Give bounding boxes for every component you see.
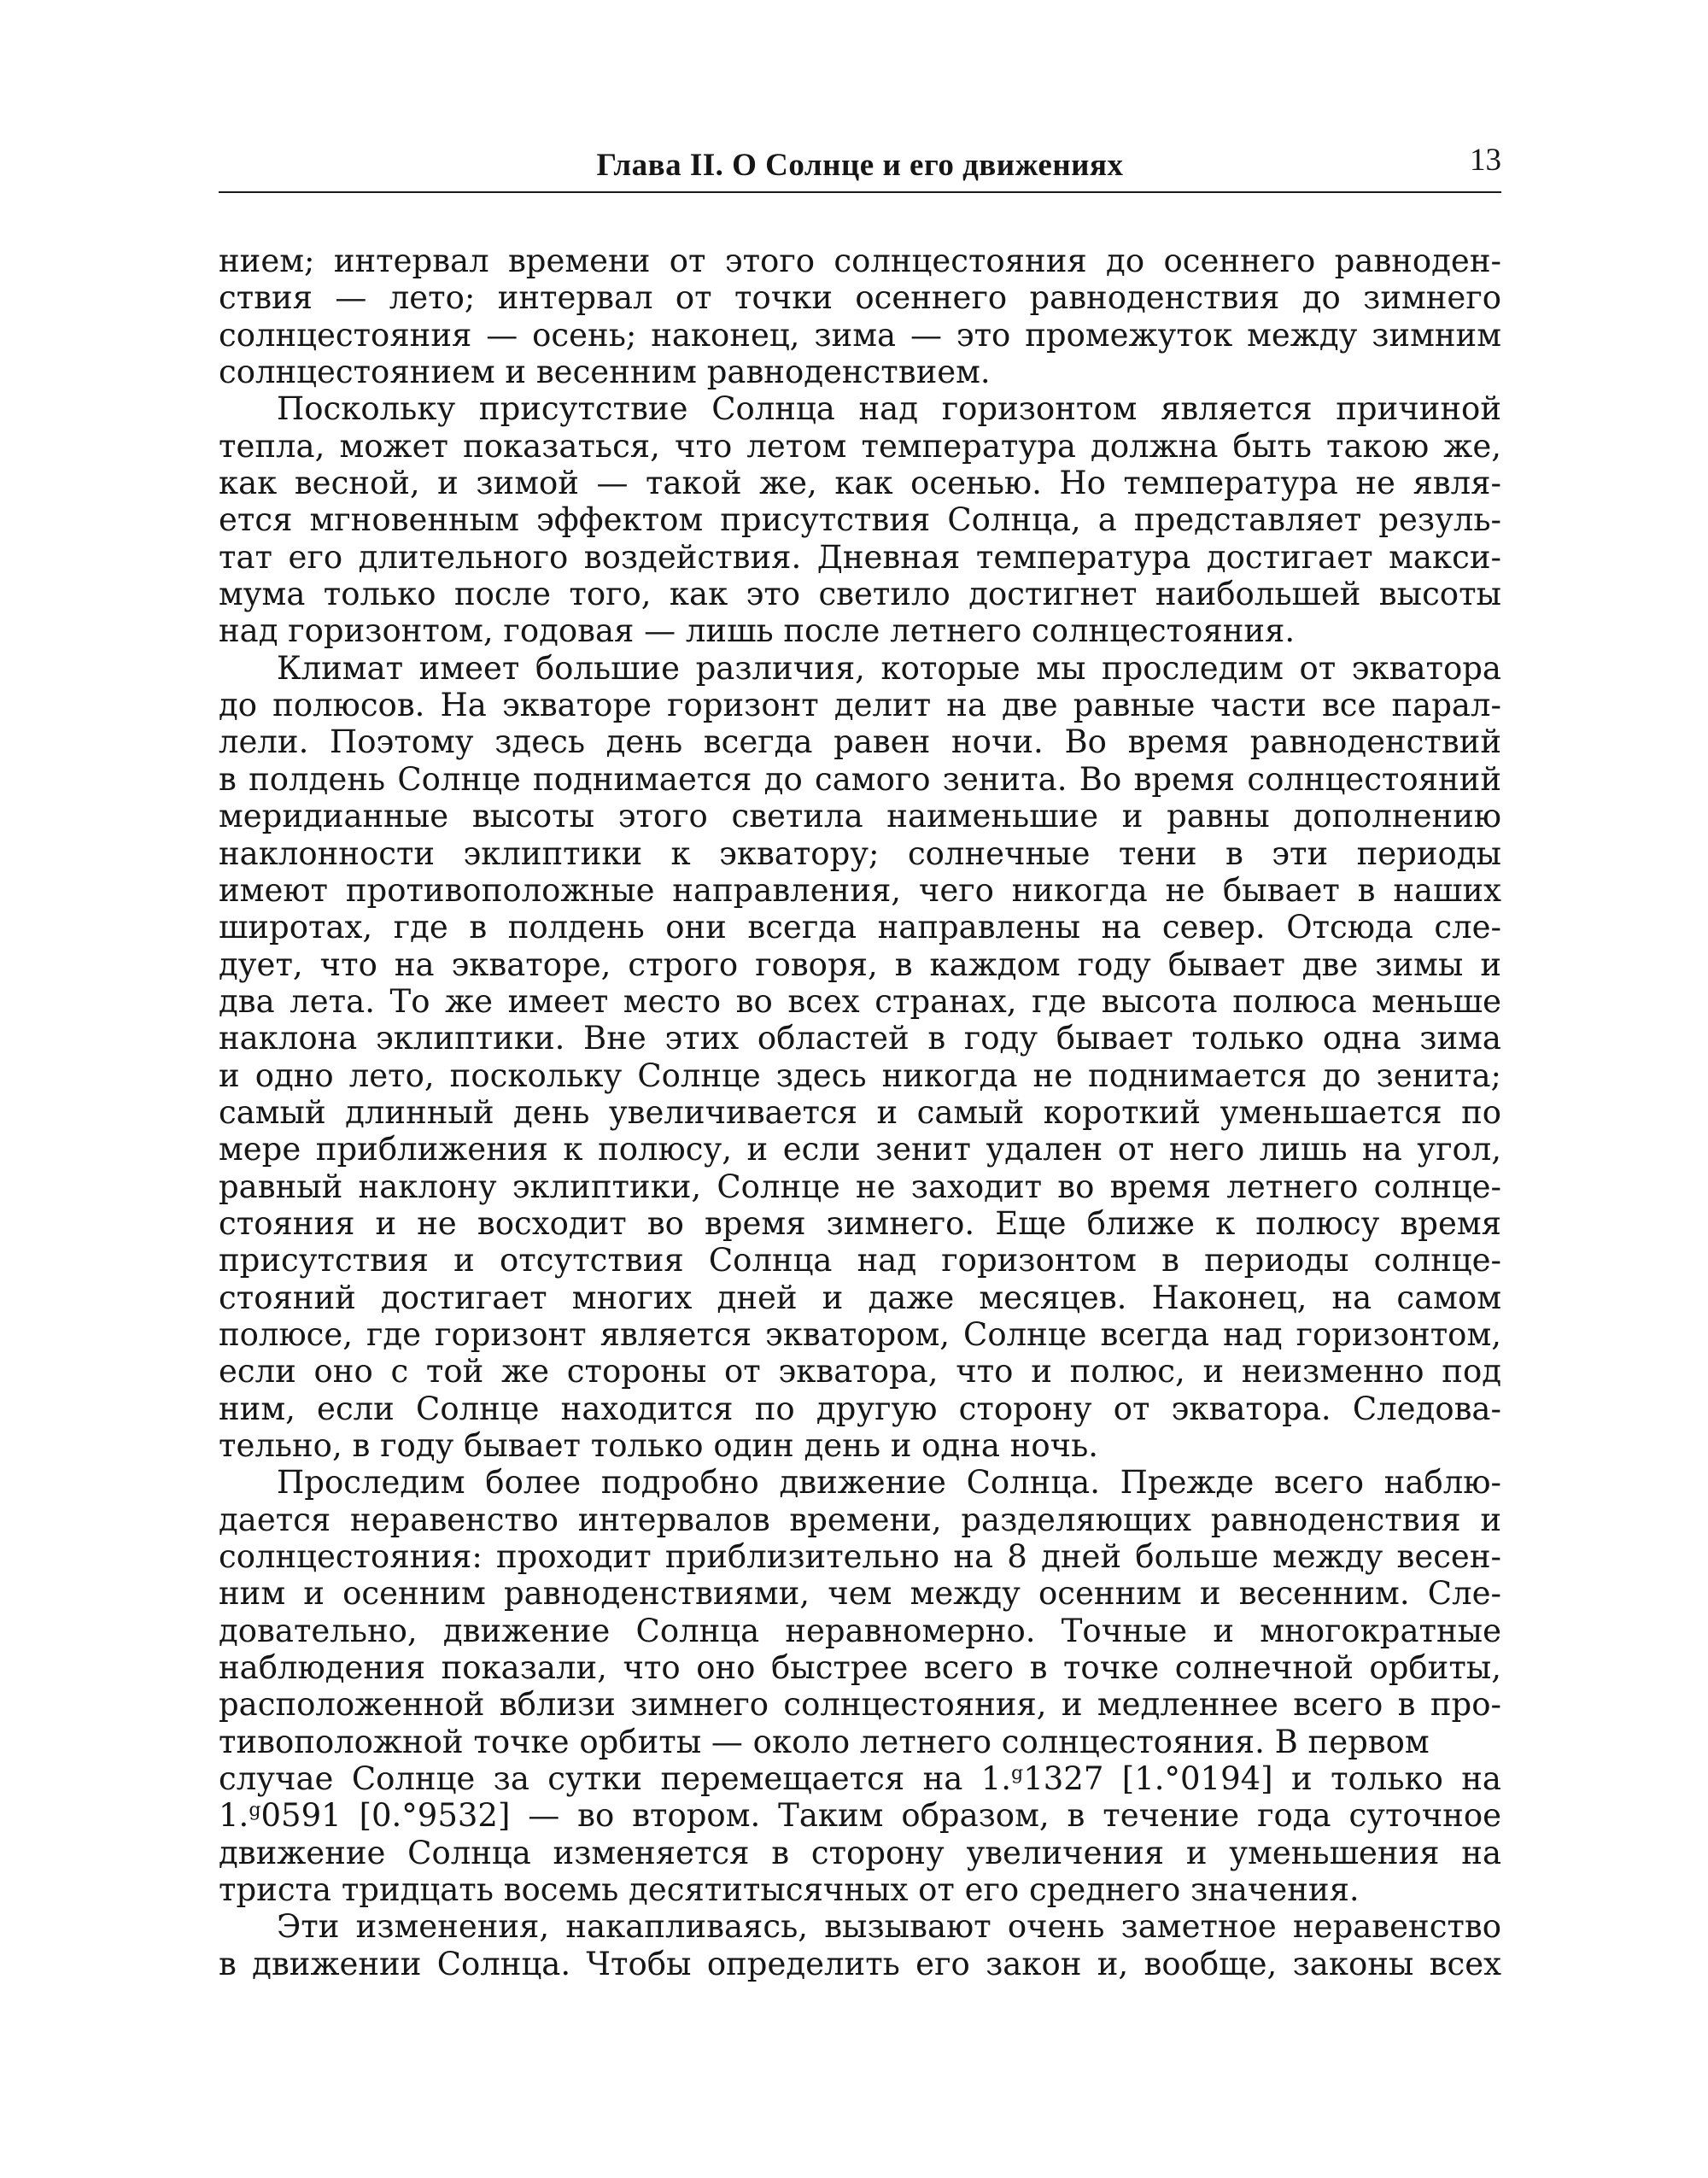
text-line — [219, 1797, 1501, 1834]
final-paragraph — [219, 1908, 1501, 1982]
grad-superscript: g — [1011, 1761, 1024, 1784]
chapter-title: Глава II. О Солнце и его движениях — [596, 148, 1124, 183]
text-line: Эти изменения, накапливаясь, вызывают очень заметное неравенство — [277, 1908, 1501, 1946]
text-line: триста тридцать восемь десятитысячных от его среднего значения. — [219, 1871, 1360, 1909]
text-line: лели. Поэтому здесь день всегда равен ночи. Во время равноденствий — [219, 723, 1501, 761]
text-line: расположенной вблизи зимнего солнцестояния, и медленнее всего в про- — [219, 1686, 1501, 1724]
text-line: солнцестояния: проходит приблизительно на 8 дней больше между весен- — [219, 1538, 1501, 1576]
text-fragment: 1. — [219, 1797, 249, 1835]
paragraph — [219, 650, 1501, 1465]
text-line — [219, 1760, 1501, 1797]
text-line: стояния и не восходит во время зимнего. Еще ближе к полюсу время — [219, 1204, 1501, 1242]
text-line: как весной, и зимой — такой же, как осенью. Но температура не явля- — [219, 465, 1501, 502]
text-line: наклона эклиптики. Вне этих областей в году бывает только одна зима — [219, 1020, 1501, 1057]
page-number: 13 — [1470, 143, 1501, 178]
text-line: нием; интервал времени от этого солнцестояния до осеннего равноден- — [219, 243, 1501, 279]
text-line: ется мгновенным эффектом присутствия Солнца, а представляет резуль- — [219, 501, 1501, 539]
paragraphs — [219, 243, 1501, 1760]
paragraph — [219, 1464, 1501, 1760]
text-line: до полюсов. На экваторе горизонт делит на две равные части все парал- — [219, 687, 1501, 724]
text-line: в полдень Солнце поднимается до самого зенита. Во время солнцестояний — [219, 760, 1501, 798]
text-line: присутствия и отсутствия Солнца над горизонтом в периоды солнце- — [219, 1242, 1501, 1279]
text-fragment: 1327 [1.°0194] и только на — [1023, 1760, 1501, 1798]
text-line: Климат имеет большие различия, которые мы проследим от экватора — [277, 649, 1501, 687]
header-rule — [219, 191, 1501, 193]
grad-superscript: g — [249, 1799, 261, 1822]
text-line: тат его длительного воздействия. Дневная температура достигает макси- — [219, 538, 1501, 576]
text-fragment: случае Солнце за сутки перемещается на 1. — [219, 1760, 1011, 1798]
text-line: тивоположной точке орбиты — около летнего солнцестояния. В первом — [219, 1723, 1430, 1760]
text-line: ствия — лето; интервал от точки осеннего равноденствия до зимнего — [219, 279, 1501, 317]
text-line: тельно, в году бывает только один день и одна ночь. — [219, 1427, 1098, 1464]
text-line: ним, если Солнце находится по другую сторону от экватора. Следова- — [219, 1390, 1501, 1427]
paragraph — [219, 243, 1501, 390]
text-line: если оно с той же стороны от экватора, что и полюс, и неизменно под — [219, 1353, 1501, 1391]
text-line: меридианные высоты этого светила наименьшие и равны дополнению — [219, 798, 1501, 835]
text-line: ним и осенним равноденствиями, чем между осенним и весенним. Сле- — [219, 1575, 1501, 1613]
text-line: солнцестояния — осень; наконец, зима — это промежуток между зимним — [219, 316, 1501, 354]
formula-continuation — [219, 1760, 1501, 1908]
running-header — [219, 143, 1501, 186]
text-line: два лета. То же имеет место во всех странах, где высота полюса меньше — [219, 982, 1501, 1020]
text-line: наклонности эклиптики к экватору; солнечные тени в эти периоды — [219, 834, 1501, 872]
paragraph — [219, 390, 1501, 649]
text-line: в движении Солнца. Чтобы определить его закон и, вообще, законы всех — [219, 1945, 1501, 1982]
text-line: мума только после того, как это светило достигнет наибольшей высоты — [219, 576, 1501, 613]
text-line: движение Солнца изменяется в сторону увеличения и уменьшения на — [219, 1834, 1501, 1871]
text-line: дается неравенство интервалов времени, разделяющих равноденствия и — [219, 1501, 1501, 1538]
text-line: широтах, где в полдень они всегда направлены на север. Отсюда сле- — [219, 909, 1501, 946]
text-line: Поскольку присутствие Солнца над горизонтом является причиной — [277, 390, 1501, 428]
body-text — [219, 243, 1501, 1982]
text-line: солнцестоянием и весенним равноденствием. — [219, 354, 991, 391]
text-line: Проследим более подробно движение Солнца. Прежде всего наблю- — [277, 1464, 1501, 1502]
text-line: довательно, движение Солнца неравномерно. Точные и многократные — [219, 1612, 1501, 1649]
text-fragment: 0591 [0.°9532] — во втором. Таким образом, в течение года суточное — [260, 1797, 1501, 1835]
text-line: самый длинный день увеличивается и самый короткий уменьшается по — [219, 1093, 1501, 1131]
text-line: дует, что на экваторе, строго говоря, в каждом году бывает две зимы и — [219, 946, 1501, 983]
text-line: над горизонтом, годовая — лишь после летнего солнцестояния. — [219, 612, 1296, 650]
text-line: полюсе, где горизонт является экватором, Солнце всегда над горизонтом, — [219, 1315, 1501, 1353]
text-line: стояний достигает многих дней и даже месяцев. Наконец, на самом — [219, 1279, 1501, 1316]
text-line: тепла, может показаться, что летом температура должна быть такою же, — [219, 427, 1501, 465]
text-line: равный наклону эклиптики, Солнце не заходит во время летнего солнце- — [219, 1168, 1501, 1205]
text-line: наблюдения показали, что оно быстрее всего в точке солнечной орбиты, — [219, 1649, 1501, 1687]
text-line: имеют противоположные направления, чего никогда не бывает в наших — [219, 871, 1501, 909]
text-line: и одно лето, поскольку Солнце здесь никогда не поднимается до зенита; — [219, 1057, 1501, 1094]
text-line: мере приближения к полюсу, и если зенит удален от него лишь на угол, — [219, 1131, 1501, 1168]
